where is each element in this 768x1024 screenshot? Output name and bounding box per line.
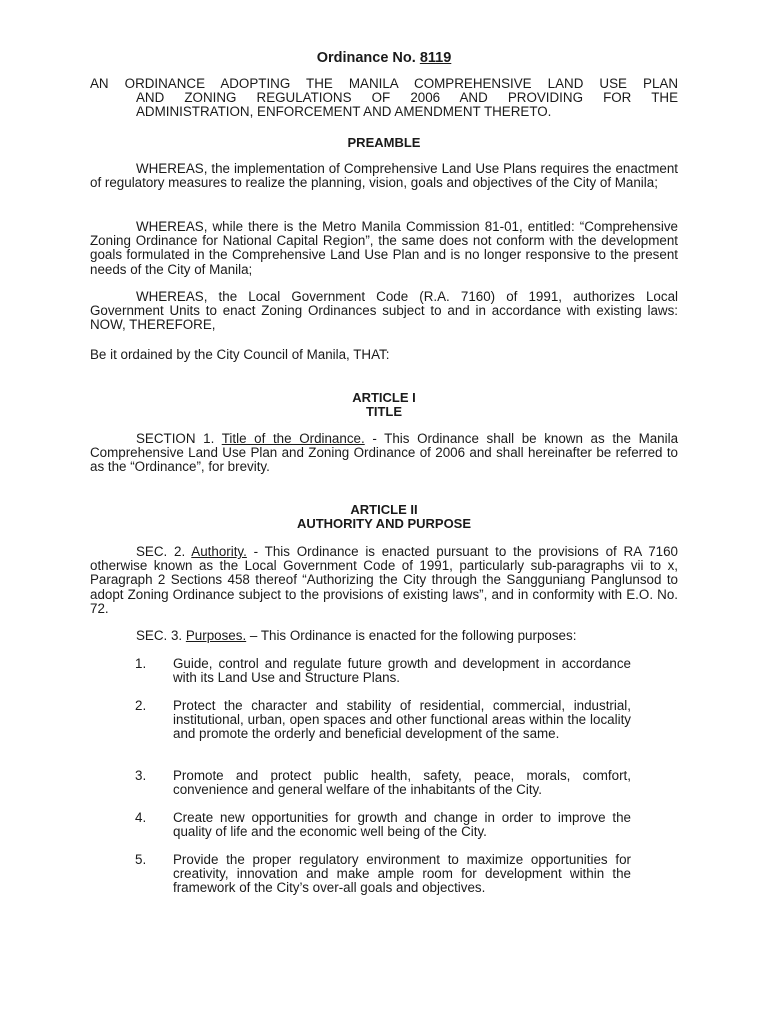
section-1-paragraph [90,432,678,475]
purpose-item-number: 2. [135,698,147,713]
section-3-prefix: SEC. 3. [136,628,186,643]
purpose-item [135,853,631,896]
purpose-item-text: Promote and protect public health, safety, peace, morals, comfort, convenience and general welfare of the inhabitants of the City. [173,768,631,798]
section-3-heading: Purposes. [185,628,247,643]
section-2-paragraph [90,545,678,616]
subject-line-2: AND ZONING REGULATIONS OF 2006 AND PROVIDING FOR THE [136,90,678,106]
purpose-item [135,699,631,742]
article-1-name: TITLE [365,404,403,419]
ordinance-title [0,49,768,67]
section-1-text: - This Ordinance shall be known as the Manila Comprehensive Land Use Plan and Zoning Ordinance of 2006 and shall hereinafter be referred to as the “Ordinance”, for brevity. [90,431,679,475]
article-2-name: AUTHORITY AND PURPOSE [296,516,472,531]
whereas-1-text: WHEREAS, the implementation of Comprehensive Land Use Plans requires the enactment of regulatory measures to realize the planning, vision, goals and objectives of the City of Manila; [90,161,678,191]
whereas-paragraph-3 [90,290,678,333]
section-3-text: – This Ordinance is enacted for the following purposes: [246,628,577,643]
subject-line-1: AN ORDINANCE ADOPTING THE MANILA COMPREHENSIVE LAND USE PLAN [90,76,678,91]
ordinance-number: 8119 [419,50,452,66]
preamble-heading: PREAMBLE [347,135,421,150]
article-2-label: ARTICLE II [350,502,418,517]
subject-line-3: ADMINISTRATION, ENFORCEMENT AND AMENDMENT THERETO. [136,104,552,120]
purpose-item-number: 4. [135,810,147,825]
section-1-prefix: SECTION 1. [136,431,222,446]
whereas-2-text: WHEREAS, while there is the Metro Manila Commission 81-01, entitled: “Comprehensive Zoning Ordinance for National Capital Region”, the same does not conform with the development goals formulated in the Comprehensive Land Use Plan and is no longer responsive to the present needs of the City of Manila; [90,219,678,277]
section-3-paragraph [90,629,678,643]
purpose-item-number: 3. [135,768,147,783]
ordained-clause: Be it ordained by the City Council of Manila, THAT: [90,347,390,362]
purpose-item [135,769,631,797]
section-1-heading: Title of the Ordinance. [221,431,365,446]
purpose-item-text: Provide the proper regulatory environment to maximize opportunities for creativity, innovation and make ample room for development within the framework of the City’s over-all goals and objectives. [173,852,631,896]
purpose-item [135,811,631,839]
section-2-prefix: SEC. 2. [136,544,192,559]
whereas-paragraph-1 [90,162,678,190]
whereas-3-text: WHEREAS, the Local Government Code (R.A. 7160) of 1991, authorizes Local Government Units to enact Zoning Ordinances subject to and in accordance with existing laws: NOW, THEREFORE, [90,289,678,333]
section-2-heading: Authority. [191,544,247,559]
purpose-item-text: Guide, control and regulate future growth and development in accordance with its Land Use and Structure Plans. [173,656,631,686]
ordinance-title-prefix: Ordinance No. [316,50,420,66]
purpose-item-number: 1. [135,656,147,671]
ordinance-subject [90,77,678,120]
purpose-item [135,657,631,685]
purpose-item-text: Protect the character and stability of residential, commercial, industrial, institutional, urban, open spaces and other functional areas within the locality and promote the orderly and beneficial development of the same. [173,698,631,742]
purpose-item-number: 5. [135,852,147,867]
article-1-label: ARTICLE I [352,390,416,405]
section-2-text: - This Ordinance is enacted pursuant to the provisions of RA 7160 otherwise known as the Local Government Code of 1991, particularly sub-paragraphs vii to x, Paragraph 2 Sections 458 thereof “Authorizing the City through the Sangguniang Panglunsod to adopt Zoning Ordinance subject to the provisions of existing laws”, and in conformity with E.O. No. 72. [90,544,679,616]
purpose-item-text: Create new opportunities for growth and change in order to improve the quality of life and the economic well being of the City. [173,810,631,840]
whereas-paragraph-2 [90,220,678,277]
